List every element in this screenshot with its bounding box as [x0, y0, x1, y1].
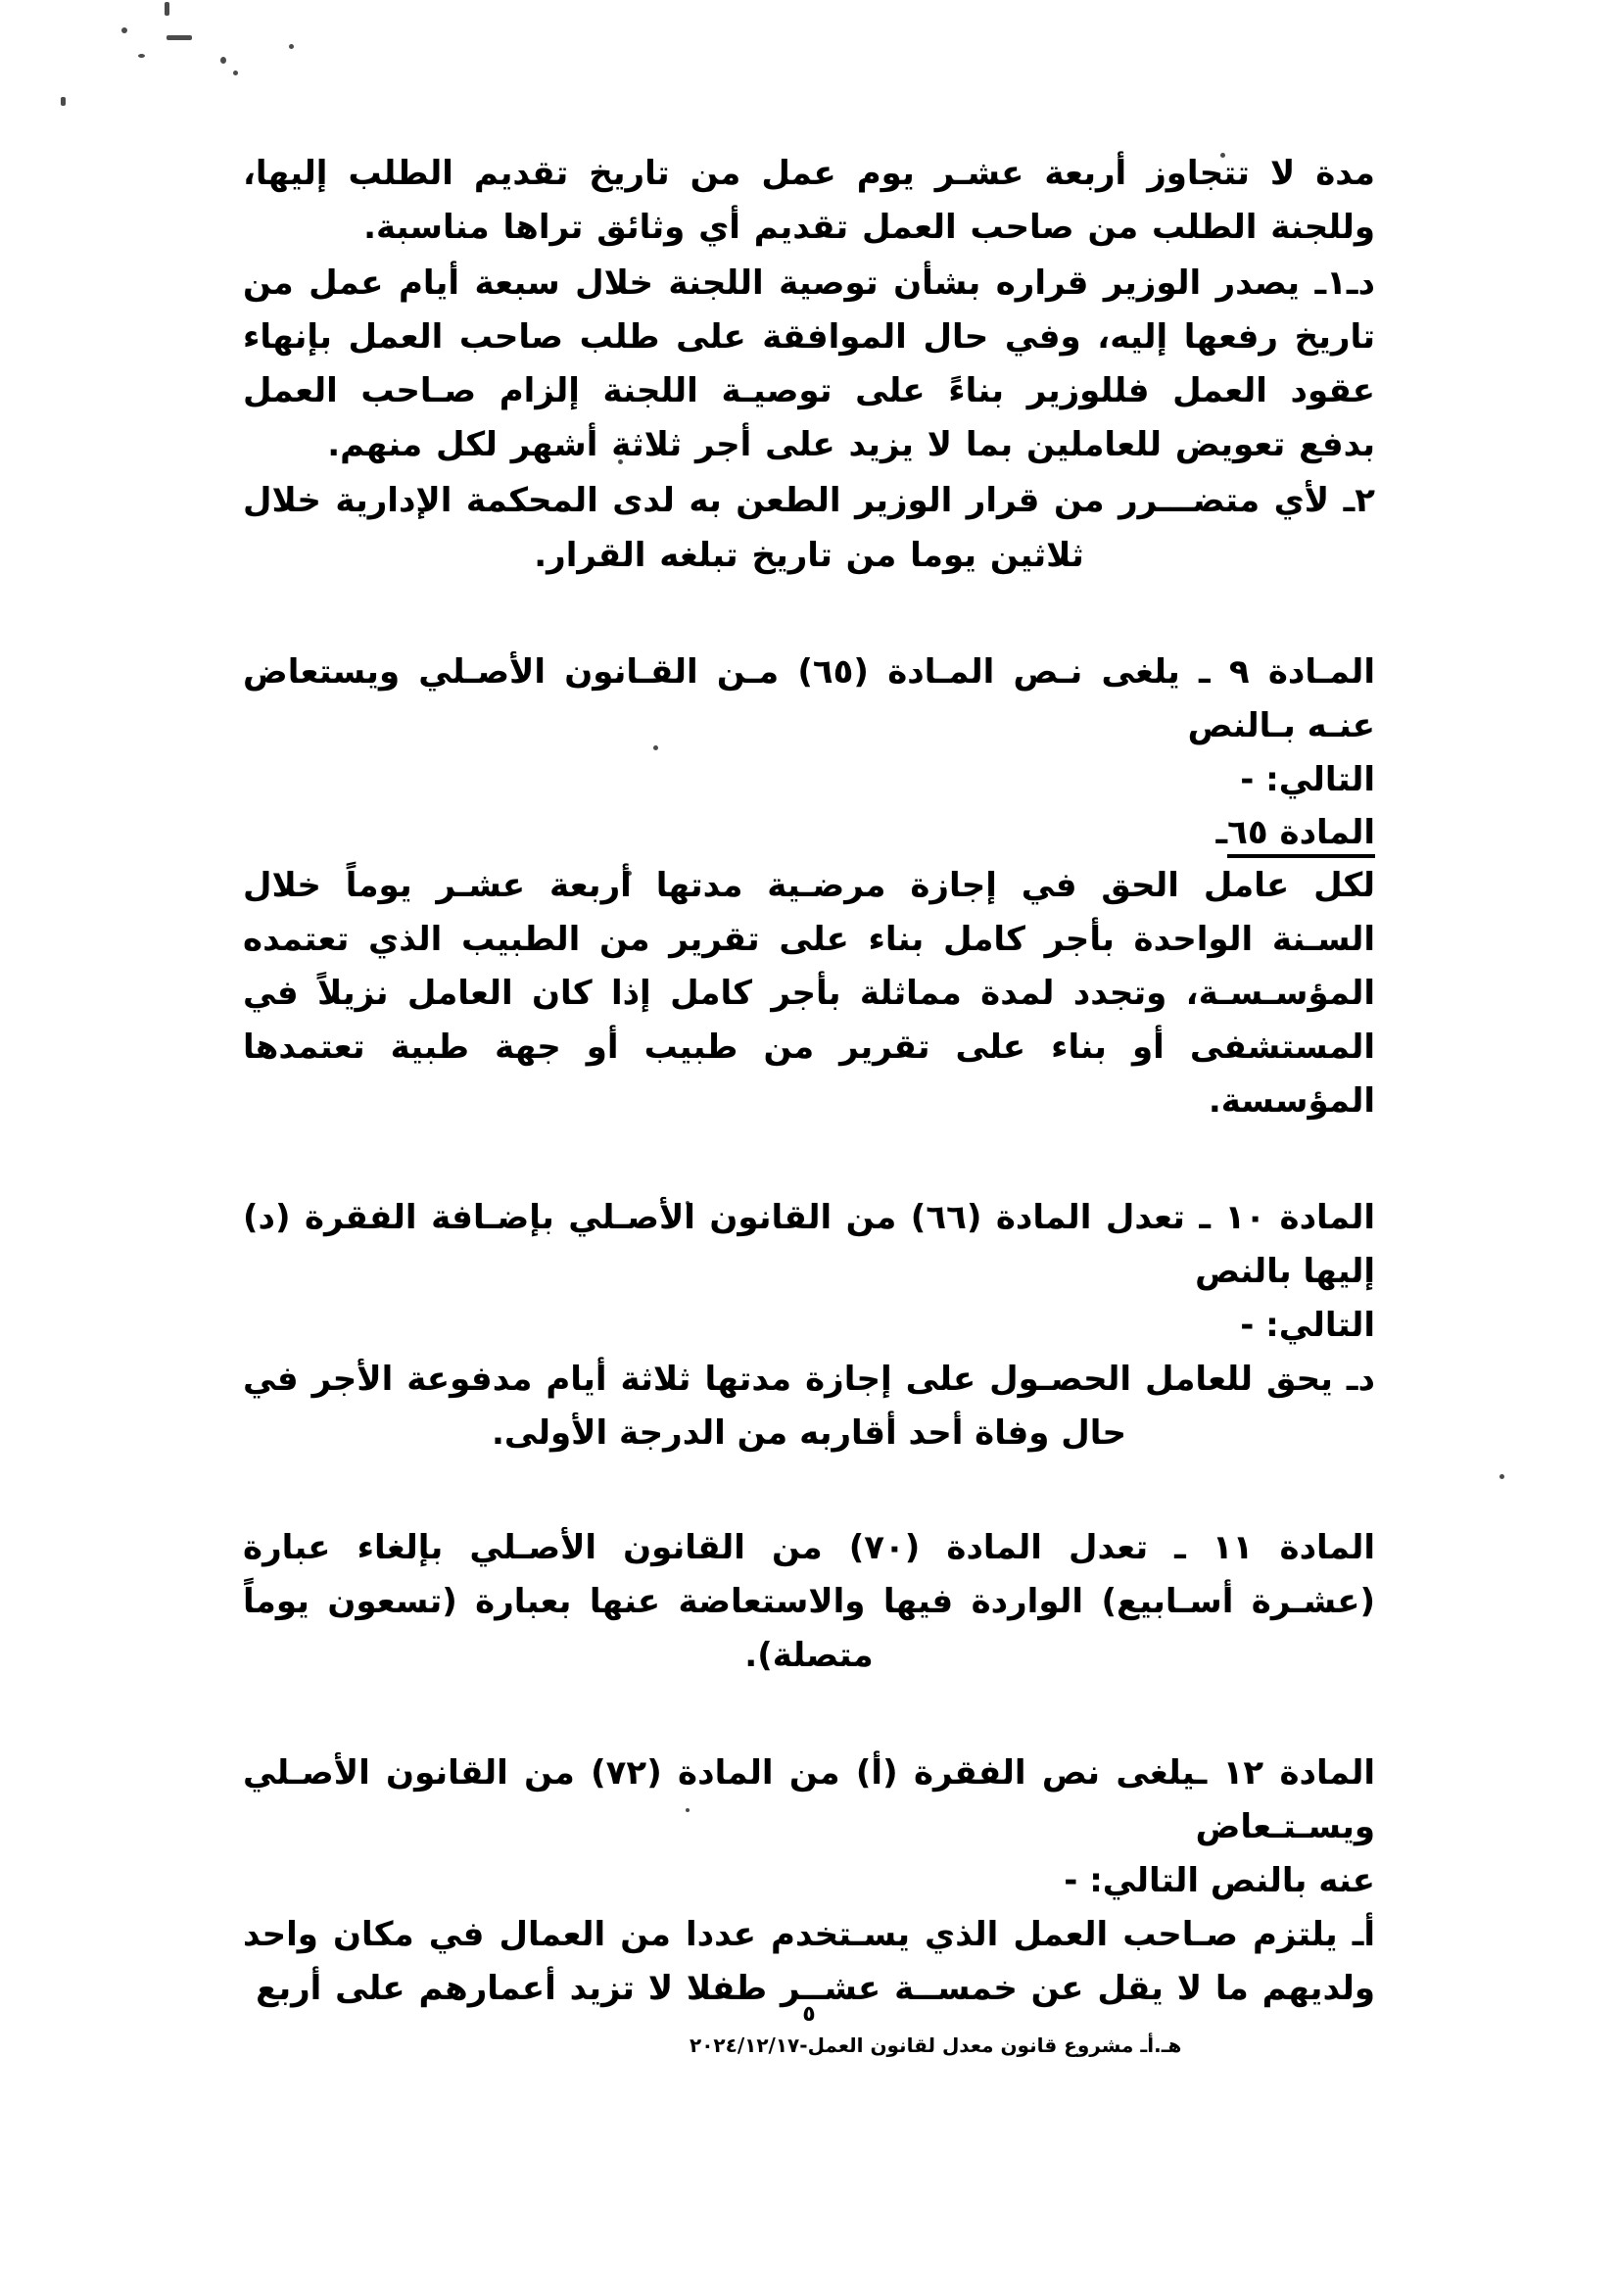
section-gap	[243, 1686, 1375, 1746]
clause-d1: دـ١ـ يصدر الوزير قراره بشأن توصية اللجنة خلال سبعة أيام عمل من تاريخ رفعها إليه، وفي حال الموافقة على طلب صاحب العمل بإنهاء عقود العمل فللوزير بناءً على توصيـة اللجنة إلزام صـاحب العمل بدفع تعويض للعاملين بما لا يزيد على أجر ثلاثة أشهر لكل منهم.	[243, 263, 1375, 465]
scan-speck	[61, 97, 66, 106]
document-text-body	[243, 147, 1375, 2018]
article-12-heading: المادة ١٢ ـيلغى نص الفقرة (أ) من المادة (٧٢) من القانون الأصـلي ويسـتـعاض	[243, 1752, 1375, 1846]
carryover-paragraph: مدة لا تتجاوز أربعة عشـر يوم عمل من تاريخ تقديم الطلب إليها، وللجنة الطلب من صاحب العمل تقديم أي وثائق تراها مناسبة.	[243, 154, 1375, 248]
article-12-heading-tail: عنه بالنص التالي: -	[1064, 1860, 1375, 1900]
article-10-text: دـ يحق للعامل الحصـول على إجازة مدتها ثلاثة أيام مدفوعة الأجر في حال وفاة أحد أقاربه من الدرجة الأولى.	[243, 1360, 1375, 1454]
article-11-text: المادة ١١ ـ تعدل المادة (٧٠) من القانون الأصـلي بإلغاء عبارة (عشـرة أسـابيع) الواردة فيها والاستعاضة عنها بعبارة (تسعون يوماً متصلة).	[243, 1528, 1375, 1676]
article-9-reference-dash: ـ	[1215, 812, 1228, 852]
article-9-heading: المـادة ٩ ـ يلغى نـص المـادة (٦٥) مـن القـانون الأصـلي ويستعاض عنـه بـالنص	[243, 651, 1375, 745]
scan-speck	[138, 54, 145, 58]
scan-speck	[167, 35, 192, 40]
article-10-heading: المادة ١٠ ـ تعدل المادة (٦٦) من القانون الأصـلي بإضـافة الفقرة (د) إليها بالنص	[243, 1197, 1375, 1292]
page-number: ٥	[802, 2002, 816, 2027]
footer-note-text: هـ.أـ مشروع قانون معدل لقانون العمل-٢٠٢٤/١٢/١٧	[690, 2033, 1182, 2057]
scan-speck	[121, 27, 127, 33]
scan-speck	[233, 71, 238, 75]
article-9-reference-label	[243, 807, 1375, 859]
scan-speck	[1499, 1474, 1504, 1479]
section-gap	[243, 585, 1375, 646]
scan-speck	[220, 57, 226, 64]
footer-note	[690, 2033, 1375, 2057]
section-gap	[243, 1130, 1375, 1191]
article-10-heading-tail: التالي: -	[1240, 1306, 1375, 1346]
scan-speck	[289, 44, 294, 49]
article-12-text: أـ يلتزم صـاحب العمل الذي يسـتخدم عددا من العمال في مكان واحد ولديهم ما لا يقل عن خمســة عشــر طفلا لا تزيد أعمارهم على أربع	[243, 1914, 1375, 2008]
article-9-heading-tail: التالي: -	[1240, 759, 1375, 799]
scan-speck	[165, 2, 169, 16]
article-9-reference-underlined: المادة ٦٥	[1227, 813, 1375, 858]
section-gap	[243, 1460, 1375, 1521]
clause-2: ٢ـ لأي متضـــرر من قرار الوزير الطعن به لدى المحكمة الإدارية خلال ثلاثين يوما من تاريخ تبلغه القرار.	[243, 481, 1375, 575]
article-9-text: لكل عامل الحق في إجازة مرضـية مدتها أربعة عشـر يوماً خلال السـنة الواحدة بأجر كامل بناء على تقرير من الطبيب الذي تعتمده المؤسـسـة، وتجدد لمدة مماثلة بأجر كامل إذا كان العامل نزيلاً في المستشفى أو بناء على تقرير من طبيب أو جهة طبية تعتمدها المؤسسة.	[243, 865, 1375, 1121]
